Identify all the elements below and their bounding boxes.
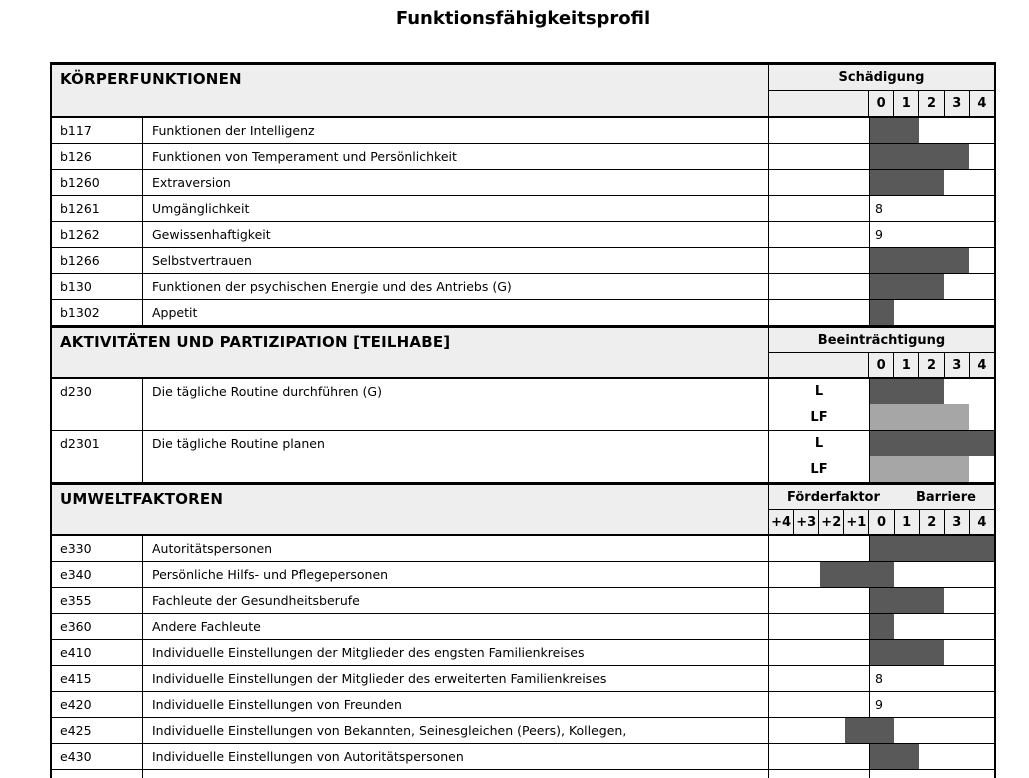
rating-bar: [870, 614, 894, 639]
row-code: b1262: [52, 222, 143, 247]
scale-cell: +2: [818, 510, 843, 534]
rating-bar: [870, 144, 969, 169]
qualifier-label: Schädigung: [838, 70, 925, 85]
row-label: Funktionen von Temperament und Persönlichkeit: [143, 144, 769, 169]
lf-tag: LF: [810, 409, 828, 425]
table-row-e330: [52, 536, 994, 562]
section-title: KÖRPERFUNKTIONEN: [52, 65, 769, 116]
rating-bar: [870, 404, 969, 430]
table-row-b1262: [52, 222, 994, 248]
row-label: Individuelle Einstellungen von Bekannten, Seinesgleichen (Peers), Kollegen,: [143, 718, 769, 743]
rating-bar: [870, 456, 969, 482]
rating-value: 8: [875, 671, 883, 686]
row-label: Persönliche Hilfs- und Pflegepersonen: [143, 562, 769, 587]
qualifier-row: [769, 65, 994, 91]
row-code: b1302: [52, 300, 143, 325]
scale-cell: 1: [894, 510, 919, 534]
row-label: Individuelle Einstellungen der Mitglieder des erweiterten Familienkreises: [143, 666, 769, 691]
rating-zone: [769, 431, 994, 482]
table-row-e360: [52, 614, 994, 640]
scale-cell: 4: [969, 510, 994, 534]
scale-cell: 1: [893, 353, 918, 377]
rating-bar: [870, 744, 919, 769]
table-row-b1266: [52, 248, 994, 274]
row-code: e430: [52, 744, 143, 769]
scale-cell: 3: [944, 353, 969, 377]
table-row-e355: [52, 588, 994, 614]
row-label: Die tägliche Routine durchführen (G): [143, 379, 769, 430]
qualifier-block: [769, 65, 994, 116]
row-code: [52, 770, 143, 778]
table-row-d2301: [52, 431, 994, 483]
performance-capacity-tags: [769, 379, 869, 430]
qualifier-label: Beeinträchtigung: [817, 332, 946, 348]
row-code: b1260: [52, 170, 143, 195]
section-header-aktivitaeten-partizipation: [52, 326, 994, 379]
rating-zone: [769, 770, 994, 778]
scale-cell: 0: [876, 357, 886, 373]
row-label: Gewissenhaftigkeit: [143, 222, 769, 247]
row-code: e420: [52, 692, 143, 717]
row-label: Fachleute der Gesundheitsberufe: [143, 588, 769, 613]
row-code: e340: [52, 562, 143, 587]
rating-zone: [769, 222, 994, 247]
row-code: b126: [52, 144, 143, 169]
row-code: d230: [52, 379, 143, 430]
rating-zone: [769, 300, 994, 325]
functioning-profile-table: [50, 62, 996, 778]
scale-row: [769, 91, 994, 116]
row-label: Funktionen der Intelligenz: [143, 118, 769, 143]
row-code: e410: [52, 640, 143, 665]
row-code: b117: [52, 118, 143, 143]
row-label: Umgänglichkeit: [143, 196, 769, 221]
l-tag: L: [814, 436, 824, 452]
rating-value: 9: [875, 697, 883, 712]
rating-zone: [769, 379, 994, 430]
row-label: Appetit: [143, 300, 769, 325]
row-label: Andere Fachleute: [143, 614, 769, 639]
rating-bar: [870, 640, 944, 665]
row-code: b1261: [52, 196, 143, 221]
scale-cell: 4: [969, 353, 994, 377]
table-row-b1302: [52, 300, 994, 326]
table-row-e430: [52, 744, 994, 770]
scale-cell: +1: [843, 510, 868, 534]
rating-zone: [769, 718, 994, 743]
rating-zone: [769, 744, 994, 769]
row-code: e360: [52, 614, 143, 639]
row-code: b1266: [52, 248, 143, 273]
table-row-b1260: [52, 170, 994, 196]
qualifier-row: [769, 485, 994, 510]
scale-cell: 3: [944, 91, 969, 116]
table-row-b126: [52, 144, 994, 170]
row-label: Extraversion: [143, 170, 769, 195]
qualifier-label: Barriere: [915, 489, 976, 505]
row-code: e330: [52, 536, 143, 561]
scale-cell: 2: [918, 91, 943, 116]
table-row-b130: [52, 274, 994, 300]
l-tag: L: [814, 384, 824, 400]
rating-bar: [870, 248, 969, 273]
row-label: Autoritätspersonen: [143, 536, 769, 561]
table-row-e415: [52, 666, 994, 692]
row-label: Individuelle Einstellungen der Mitglieder des engsten Familienkreises: [143, 640, 769, 665]
rating-zone: [769, 536, 994, 561]
scale-cell: 3: [944, 510, 969, 534]
table-row-e425: [52, 718, 994, 744]
rating-value: 8: [875, 201, 883, 216]
rating-bar: [820, 562, 894, 587]
rating-zone: [769, 666, 994, 691]
table-row-e410: [52, 640, 994, 666]
section-header-umweltfaktoren: [52, 483, 994, 536]
section-header-koerperfunktionen: [52, 65, 994, 118]
rating-zone: [769, 144, 994, 169]
table-row-d230: [52, 379, 994, 431]
rating-zone: [769, 274, 994, 299]
document-title: Funktionsfähigkeitsprofil: [395, 8, 651, 29]
row-label: Individuelle Einstellungen von Autoritätspersonen: [143, 744, 769, 769]
row-label: [143, 770, 769, 778]
rating-zone: [769, 248, 994, 273]
rating-value: 9: [875, 227, 883, 242]
rating-bar: [870, 300, 894, 325]
rating-zone: [769, 692, 994, 717]
rating-zone: [769, 118, 994, 143]
scale-cell: 0: [868, 510, 893, 534]
rating-bar: [870, 274, 944, 299]
rating-zone: [769, 170, 994, 195]
rating-bar: [870, 431, 994, 456]
qualifier-block: [769, 328, 994, 377]
scale-row: [769, 510, 994, 534]
scale-cell: 0: [876, 96, 886, 111]
rating-bar: [870, 379, 944, 404]
scale-row: [769, 353, 994, 377]
row-code: d2301: [52, 431, 143, 482]
scale-spacer: [769, 353, 869, 377]
row-code: e415: [52, 666, 143, 691]
rating-zone: [769, 588, 994, 613]
table-row-b1261: [52, 196, 994, 222]
table-row-e340: [52, 562, 994, 588]
row-code: b130: [52, 274, 143, 299]
scale-spacer: [769, 91, 869, 116]
scale-cell: 2: [919, 510, 944, 534]
lf-tag: LF: [810, 461, 828, 477]
performance-capacity-tags: [769, 431, 869, 482]
row-label: Selbstvertrauen: [143, 248, 769, 273]
rating-bar: [870, 588, 944, 613]
rating-bar: [870, 170, 944, 195]
rating-zone: [769, 614, 994, 639]
scale-cell: +3: [793, 510, 818, 534]
row-code: e425: [52, 718, 143, 743]
rating-zone: [769, 562, 994, 587]
section-title: AKTIVITÄTEN UND PARTIZIPATION [TEILHABE]: [52, 328, 769, 377]
rating-zone: [769, 196, 994, 221]
scale-cell: 2: [918, 353, 943, 377]
rating-bar: [870, 536, 994, 561]
table-row-e420: [52, 692, 994, 718]
section-title: UMWELTFAKTOREN: [52, 485, 769, 534]
scale-cell: +4: [771, 514, 792, 530]
rating-bar: [845, 718, 894, 743]
qualifier-label: Förderfaktor: [787, 489, 880, 505]
rating-zone: [769, 640, 994, 665]
scale-cell: 4: [969, 91, 994, 116]
row-code: e355: [52, 588, 143, 613]
table-row-partial: [52, 770, 994, 778]
qualifier-row: [769, 328, 994, 353]
table-row-b117: [52, 118, 994, 144]
row-label: Funktionen der psychischen Energie und des Antriebs (G): [143, 274, 769, 299]
row-label: Individuelle Einstellungen von Freunden: [143, 692, 769, 717]
qualifier-block: [769, 485, 994, 534]
rating-bar: [870, 118, 919, 143]
row-label: Die tägliche Routine planen: [143, 431, 769, 482]
scale-cell: 1: [893, 91, 918, 116]
